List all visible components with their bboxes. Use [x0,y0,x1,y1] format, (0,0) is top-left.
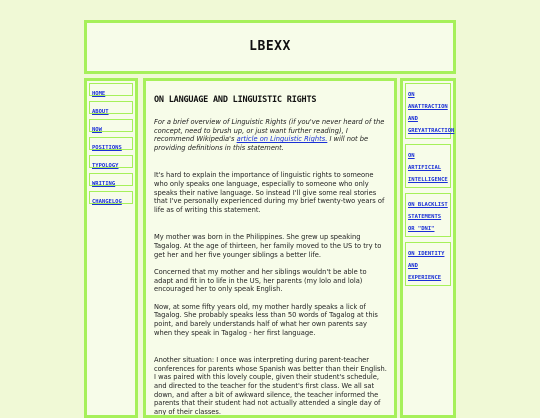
body-paragraph: It's hard to explain the importance of linguistic rights to someone who only speaks one language, especially to someone who only speaks their native language. So instead I'll give some real stories that I've personally experienced during my brief twenty-two years of life as of writing this statement. [154,171,385,215]
nav-link-blacklist[interactable]: ON BLACKLIST STATEMENTS OR "DNI" [408,202,448,232]
intro-paragraph [154,118,387,153]
spacer [154,346,387,356]
body-paragraph: My mother was born in the Philippines. She grew up speaking Tagalog. At the age of thirteen, her family moved to the US to try to get her and her five younger siblings a better life. [154,233,382,259]
site-header [84,20,456,74]
spacer [154,223,387,233]
main-content [143,78,397,418]
nav-item-writing[interactable] [89,173,133,186]
body-paragraph: Now, at some fifty years old, my mother hardly speaks a lick of Tagalog. She probably speaks less than 50 words of Tagalog at this point, and barely understands half of what her own parents say when they speak in Tagalog - her first language. [154,302,378,337]
nav-item-blacklist[interactable] [405,193,451,237]
nav-item-positions[interactable] [89,137,133,150]
right-nav [400,78,456,418]
body-paragraph: Another situation: I once was interpreting during parent-teacher conferences for parents whose Spanish was better than their English. I was paired with this lovely couple, given their student's schedule, and directed to the teacher for the student's first class. We all sat down, and after a bit of awkward silence, the teacher informed the parents that their student had not actually attended a single day of any of their classes. [154,355,387,417]
nav-item-changelog[interactable] [89,191,133,204]
nav-link-writing[interactable]: WRITING [92,181,116,187]
nav-link-anattraction[interactable]: ON ANATTRACTION AND GREYATTRACTION [408,92,455,134]
nav-item-identity[interactable] [405,242,451,286]
nav-link-artificial-intelligence[interactable]: ON ARTIFICIAL INTELLIGENCE [408,153,448,183]
nav-item-anattraction[interactable] [405,83,455,139]
nav-item-now[interactable] [89,119,133,132]
wikipedia-link[interactable]: article on Linguistic Rights. [236,135,328,144]
nav-link-positions[interactable]: POSITIONS [92,145,122,151]
site-title: LBEXX [249,39,291,54]
nav-link-now[interactable]: NOW [92,127,102,133]
nav-link-typology[interactable]: TYPOLOGY [92,163,119,169]
nav-link-home[interactable]: HOME [92,91,106,97]
intro-text-start: For a brief overview of Linguistic Rights (if you've never heard of the concept, need to brush up, or just want further reading), I recommend Wikipedia's [154,118,385,144]
spacer [154,161,387,171]
nav-item-home[interactable] [89,83,133,96]
nav-link-identity[interactable]: ON IDENTITY AND EXPERIENCE [408,251,445,281]
nav-item-artificial-intelligence[interactable] [405,144,451,188]
nav-item-typology[interactable] [89,155,133,168]
left-nav [84,78,138,418]
nav-item-about[interactable] [89,101,133,114]
nav-link-changelog[interactable]: CHANGELOG [92,199,122,205]
body-paragraph: Concerned that my mother and her siblings wouldn't be able to adapt and fit in to life in the US, her parents (my lolo and lola) encouraged her to only speak English. [154,267,367,294]
intro-text-end: I will not be providing definitions in this statement. [154,135,369,153]
nav-link-about[interactable]: ABOUT [92,109,109,115]
page-title: ON LANGUAGE AND LINGUISTIC RIGHTS [154,95,317,105]
